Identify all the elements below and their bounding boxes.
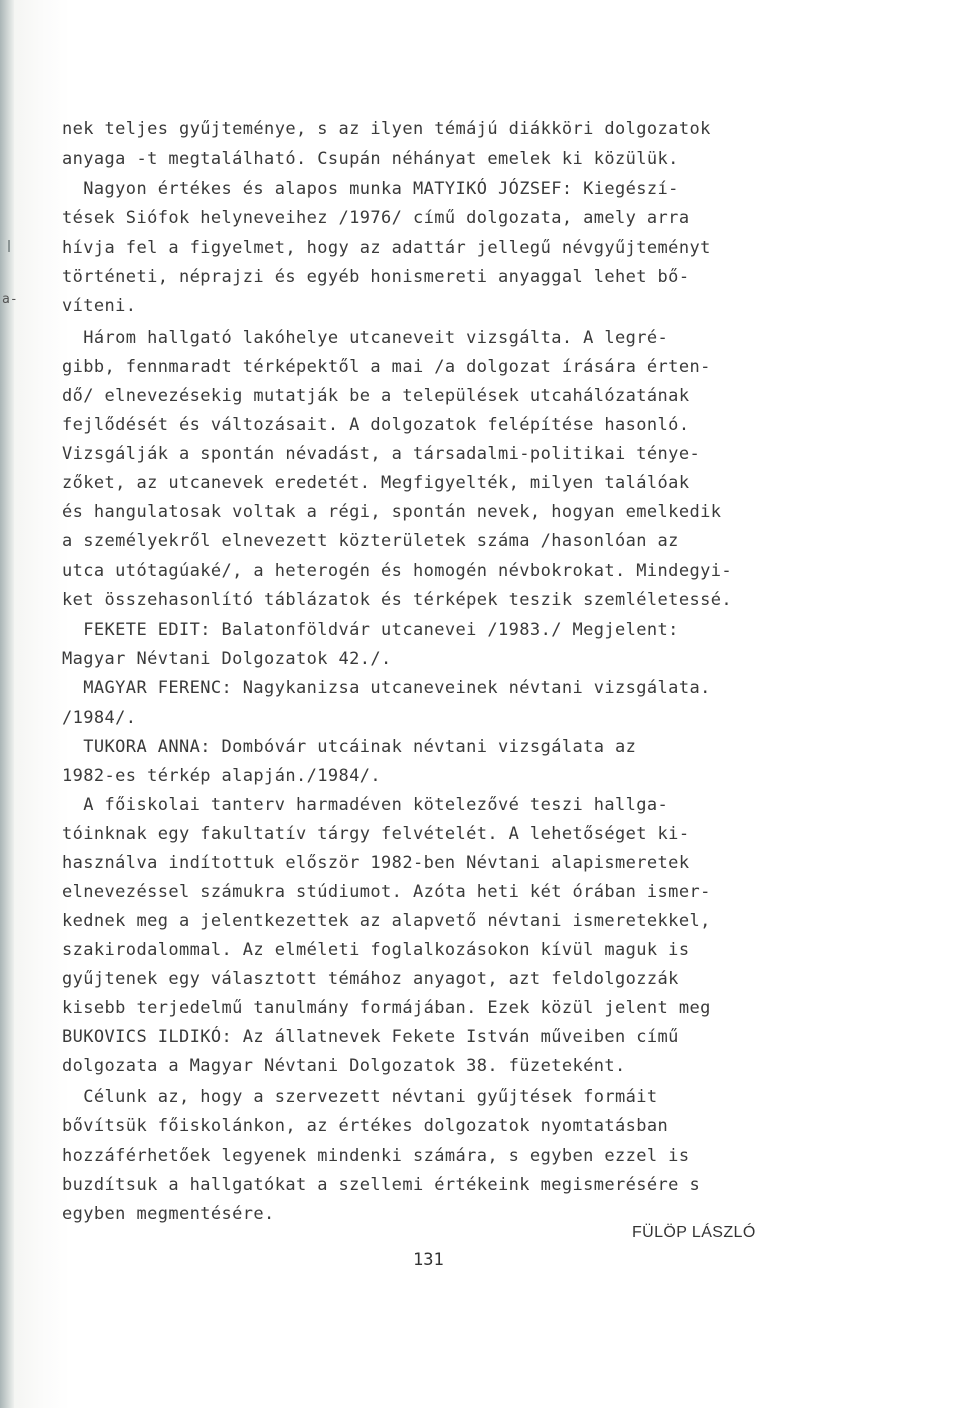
text-line: használva indítottuk először 1982-ben Névtani alapismeretek: [62, 853, 690, 873]
text-line: egyben megmentésére.: [62, 1204, 275, 1224]
text-line: bővítsük főiskolánkon, az értékes dolgozatok nyomtatásban: [62, 1116, 669, 1136]
text-line: Nagyon értékes és alapos munka MATYIKÓ JÓZSEF: Kiegészí-: [62, 179, 679, 199]
text-line: dolgozata a Magyar Névtani Dolgozatok 38. füzeteként.: [62, 1056, 626, 1076]
text-line: nek teljes gyűjteménye, s az ilyen témájú diákköri dolgozatok: [62, 119, 711, 139]
text-line: BUKOVICS ILDIKÓ: Az állatnevek Fekete István műveiben című: [62, 1027, 679, 1047]
text-line: 1982-es térkép alapján./1984/.: [62, 766, 382, 786]
text-line: FEKETE EDIT: Balatonföldvár utcanevei /1983./ Megjelent:: [62, 620, 679, 640]
text-line: dő/ elnevezésekig mutatják be a települések utcahálózatának: [62, 386, 690, 406]
binding-edge: [0, 0, 14, 1408]
text-line: fejlődését és változásait. A dolgozatok felépítése hasonló.: [62, 415, 690, 435]
text-line: ket összehasonlító táblázatok és térképek teszik szemléletessé.: [62, 590, 732, 610]
text-line: Célunk az, hogy a szervezett névtani gyűjtések formáit: [62, 1087, 658, 1107]
page-number: 131: [413, 1250, 444, 1270]
text-line: kednek meg a jelentkezettek az alapvető névtani ismeretekkel,: [62, 911, 711, 931]
text-line: Magyar Névtani Dolgozatok 42./.: [62, 649, 392, 669]
text-line: szakirodalommal. Az elméleti foglalkozásokon kívül maguk is: [62, 940, 690, 960]
text-line: zőket, az utcanevek eredetét. Megfigyelték, milyen találóak: [62, 473, 690, 493]
text-line: történeti, néprajzi és egyéb honismereti anyaggal lehet bő-: [62, 267, 690, 287]
text-line: TUKORA ANNA: Dombóvár utcáinak névtani vizsgálata az: [62, 737, 637, 757]
text-line: /1984/.: [62, 708, 137, 728]
text-line: és hangulatosak voltak a régi, spontán nevek, hogyan emelkedik: [62, 502, 722, 522]
text-line: gyűjtenek egy választott témához anyagot, azt feldolgozzák: [62, 969, 679, 989]
text-line: tóinknak egy fakultatív tárgy felvételét. A lehetőséget ki-: [62, 824, 690, 844]
text-line: elnevezéssel számukra stúdiumot. Azóta heti két órában ismer-: [62, 882, 711, 902]
text-line: A főiskolai tanterv harmadéven kötelezővé teszi hallga-: [62, 795, 669, 815]
text-line: tések Siófok helyneveihez /1976/ című dolgozata, amely arra: [62, 208, 690, 228]
text-line: MAGYAR FERENC: Nagykanizsa utcaneveinek névtani vizsgálata.: [62, 678, 711, 698]
text-line: anyaga -t megtalálható. Csupán néhányat emelek ki közülük.: [62, 149, 679, 169]
text-line: gibb, fennmaradt térképektől a mai /a dolgozat írására érten-: [62, 357, 711, 377]
text-line: utca utótagúaké/, a heterogén és homogén névbokrokat. Mindegyi-: [62, 561, 732, 581]
text-line: hozzáférhetőek legyenek mindenki számára, s egyben ezzel is: [62, 1146, 690, 1166]
text-line: kisebb terjedelmű tanulmány formájában. Ezek közül jelent meg: [62, 998, 711, 1018]
text-line: buzdítsuk a hallgatókat a szellemi értékeink megismerésére s: [62, 1175, 701, 1195]
text-line: a személyekről elnevezett közterületek száma /hasonlóan az: [62, 531, 679, 551]
text-line: Vizsgálják a spontán névadást, a társadalmi-politikai ténye-: [62, 444, 701, 464]
author-signature: FÜLÖP LÁSZLÓ: [632, 1224, 756, 1241]
margin-mark: a-: [2, 292, 18, 307]
margin-tick: [8, 240, 10, 252]
text-line: Három hallgató lakóhelye utcaneveit vizsgálta. A legré-: [62, 328, 669, 348]
text-line: hívja fel a figyelmet, hogy az adattár jellegű névgyűjteményt: [62, 238, 711, 258]
text-line: víteni.: [62, 296, 137, 316]
